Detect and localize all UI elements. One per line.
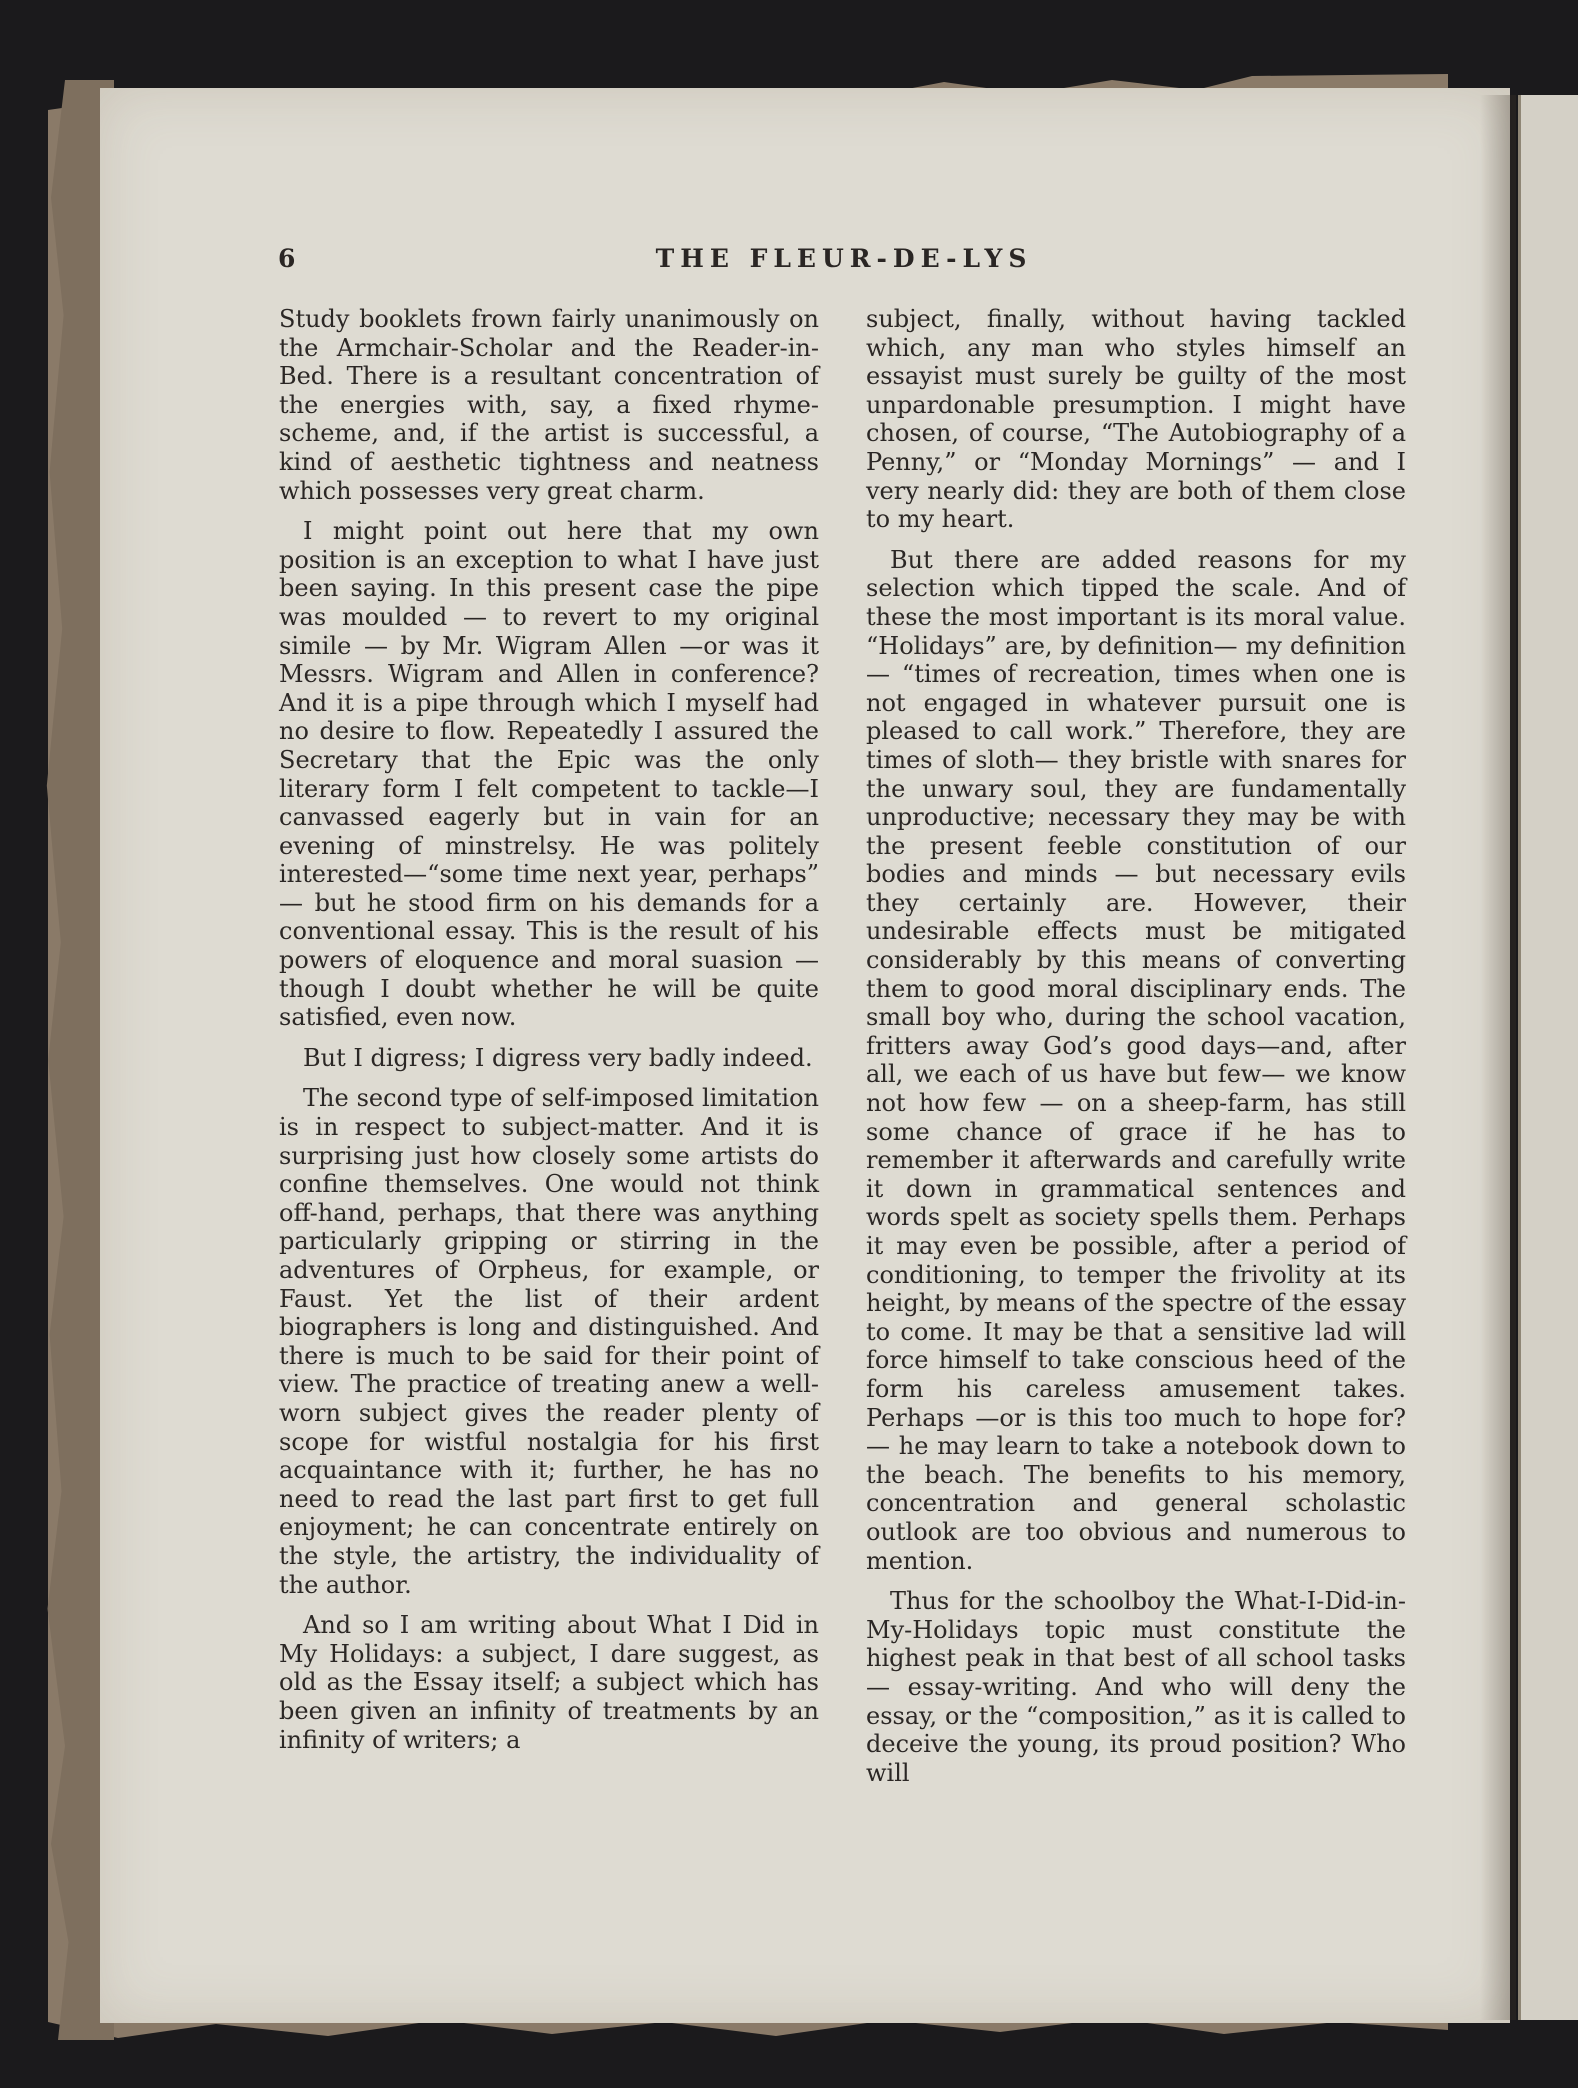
paragraph: The second type of self-imposed limitation is in respect to subject-matter. And it is surprising just how closely some artists do confine themselves. One would not think off-hand, perhaps, that there was anything particularly gripping or stirring in the adventures of Orpheus, for example, or Faust. Yet the list of their ardent biographers is long and distinguished. And there is much to be said for their point of view. The practice of treating anew a well-worn subject gives the reader plenty of scope for wistful nostalgia for his first acquaintance with it; further, he has no need to read the last part first to get full enjoyment; he can concentrate entirely on the style, the artistry, the individuality of the author. (279, 1084, 819, 1599)
paragraph: subject, finally, without having tackled which, any man who styles himself an essayist must surely be guilty of the most unpardonable presumption. I might have chosen, of course, “The Autobiography of a Penny,” or “Monday Mornings” — and I very nearly did: they are both of them close to my heart. (866, 305, 1406, 534)
paragraph: But I digress; I digress very badly indeed. (303, 1043, 813, 1072)
paragraph: I might point out here that my own position is an exception to what I have just been saying. In this present case the pipe was moulded — to revert to my original simile — by Mr. Wigram Allen —or was it Messrs. Wigram and Allen in conference? And it is a pipe through which I myself had no desire to flow. Repeatedly I assured the Secretary that the Epic was the only literary form I felt competent to tackle—I canvassed eagerly but in vain for an evening of minstrelsy. He was politely interested—“some time next year, perhaps” — but he stood firm on his demands for a conventional essay. This is the result of his powers of eloquence and moral suasion — though I doubt whether he will be quite satisfied, even now. (279, 517, 819, 1032)
facing-page-edge (1518, 95, 1578, 2020)
paragraph: But there are added reasons for my selection which tipped the scale. And of these the most important is its moral value. “Holidays” are, by definition— my definition — “times of recreation, times when one is not engaged in whatever pursuit one is pleased to call work.” Therefore, they are times of sloth— they bristle with snares for the unwary soul, they are fundamentally unproductive; necessary they may be with the present feeble constitution of our bodies and minds — but necessary evils they certainly are. However, their undesirable effects must be mitigated considerably by this means of converting them to good moral disciplinary ends. The small boy who, during the school vacation, fritters away God’s good days—and, after all, we each of us have but few— we know not how few — on a sheep-farm, has still some chance of grace if he has to remember it afterwards and carefully write it down in grammatical sentences and words spelt as society spells them. Perhaps it may even be possible, after a period of conditioning, to temper the frivolity at its height, by means of the spectre of the essay to come. It may be that a sensitive lad will force himself to take conscious heed of the form his careless amusement takes. Perhaps —or is this too much to hope for? — he may learn to take a notebook down to the beach. The benefits to his memory, concentration and general scholastic outlook are too obvious and numerous to mention. (866, 545, 1406, 1575)
paragraph: Study booklets frown fairly unanimously on the Armchair-Scholar and the Reader-in-Bed. There is a resultant concentration of the energies with, say, a fixed rhyme-scheme, and, if the artist is successful, a kind of aesthetic tightness and neatness which possesses very great charm. (279, 305, 819, 505)
page-number: 6 (278, 244, 296, 273)
left-text-column (279, 305, 819, 1766)
gutter-shadow (1480, 95, 1516, 2020)
journal-title: THE FLEUR-DE-LYS (655, 244, 1033, 273)
paragraph: Thus for the schoolboy the What-I-Did-in-My-Holidays topic must constitute the highest peak in that best of all school tasks — essay-writing. And who will deny the essay, or the “composition,” as it is called to deceive the young, its proud position? Who will (866, 1587, 1406, 1787)
right-text-column (866, 305, 1406, 1799)
running-head (278, 244, 1410, 280)
paragraph: And so I am writing about What I Did in My Holidays: a subject, I dare suggest, as old as the Essay itself; a subject which has been given an infinity of treatments by an infinity of writers; a (279, 1611, 819, 1754)
